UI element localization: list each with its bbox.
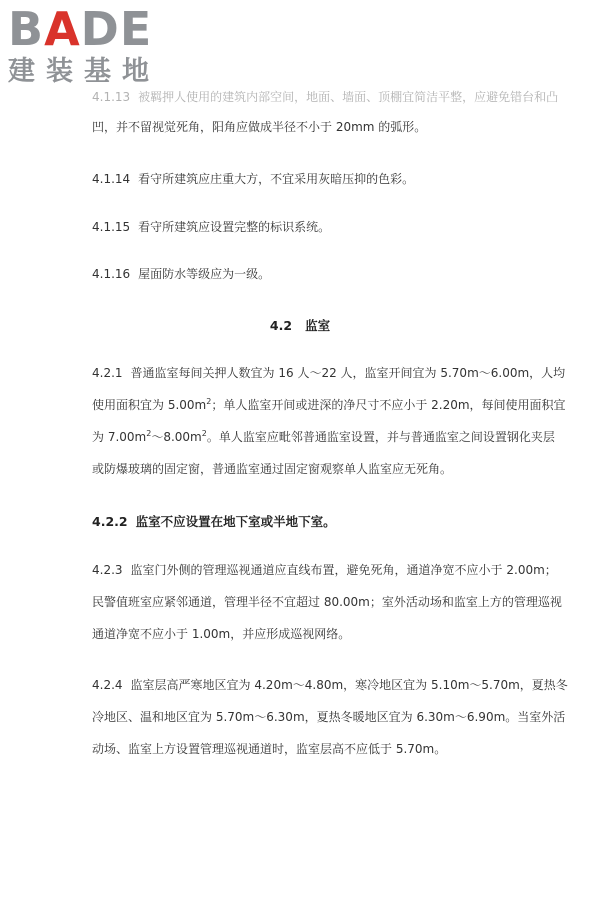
clause-4-2-1-line-1: 4.2.1 普通监室每间关押人数宜为 16 人～22 人，监室开间宜为 5.70m～6.00m，人均 (92, 366, 566, 380)
clause-number: 4.1.13 (92, 90, 131, 104)
clause-4-2-2: 4.2.2 监室不应设置在地下室或半地下室。 (92, 514, 336, 529)
clause-4-2-3-line-1: 4.2.3 监室门外侧的管理巡视通道应直线布置，避免死角，通道净宽不应小于 2.00m； (92, 563, 557, 577)
clause-4-2-3-line-3: 通道净宽不应小于 1.00m，并应形成巡视网络。 (92, 627, 351, 641)
clause-4-2-4-line-3: 动场、监室上方设置管理巡视通道时，监室层高不应低于 5.70m。 (92, 742, 447, 756)
clause-4-2-1-line-3: 为 $7.00m^2\sim 8.00m^2$。单人监室应毗邻普通监室设置，并与普通监室之间设置钢化夹层 (92, 429, 555, 444)
section-heading: 4.2 监室 (269, 318, 331, 333)
clause-4-1-16: 4.1.16 屋面防水等级应为一级。 (92, 267, 271, 281)
logo-subtitle: 建装基地 (8, 56, 160, 87)
clause-4-2-4-line-2: 冷地区、温和地区宜为 5.70m～6.30m，夏热冬暖地区宜为 6.30m～6.90m。当室外活 (92, 710, 566, 724)
clause-text: 被羁押人使用的建筑内部空间，地面、墙面、顶棚宜简洁平整，应避免错台和凸 (138, 90, 559, 104)
clause-4-2-1-line-2: 使用面积宜为 $5.00m^2$；单人监室开间或进深的净尺寸不应小于 2.20m，每间使用面积宜 (92, 397, 566, 412)
clause-4-2-3-line-2: 民警值班室应紧邻通道，管理半径不宜超过 80.00m；室外活动场和监室上方的管理巡视 (92, 595, 562, 609)
clause-4-2-4-line-1: 4.2.4 监室层高严寒地区宜为 4.20m～4.80m，寒冷地区宜为 5.10m～5.70m，夏热冬 (92, 678, 568, 692)
clause-4-1-15: 4.1.15 看守所建筑应设置完整的标识系统。 (92, 220, 331, 234)
clause-4-1-13-line-1 (92, 88, 558, 105)
logo-wordmark: BADE (8, 2, 153, 56)
clause-4-1-13-line-2: 凹，并不留视觉死角，阳角应做成半径不小于 20mm 的弧形。 (92, 120, 427, 134)
clause-4-1-14: 4.1.14 看守所建筑应庄重大方，不宜采用灰暗压抑的色彩。 (92, 172, 415, 186)
logo (8, 4, 178, 88)
clause-4-2-1-line-4: 或防爆玻璃的固定窗，普通监室通过固定窗观察单人监室应无死角。 (92, 462, 453, 476)
